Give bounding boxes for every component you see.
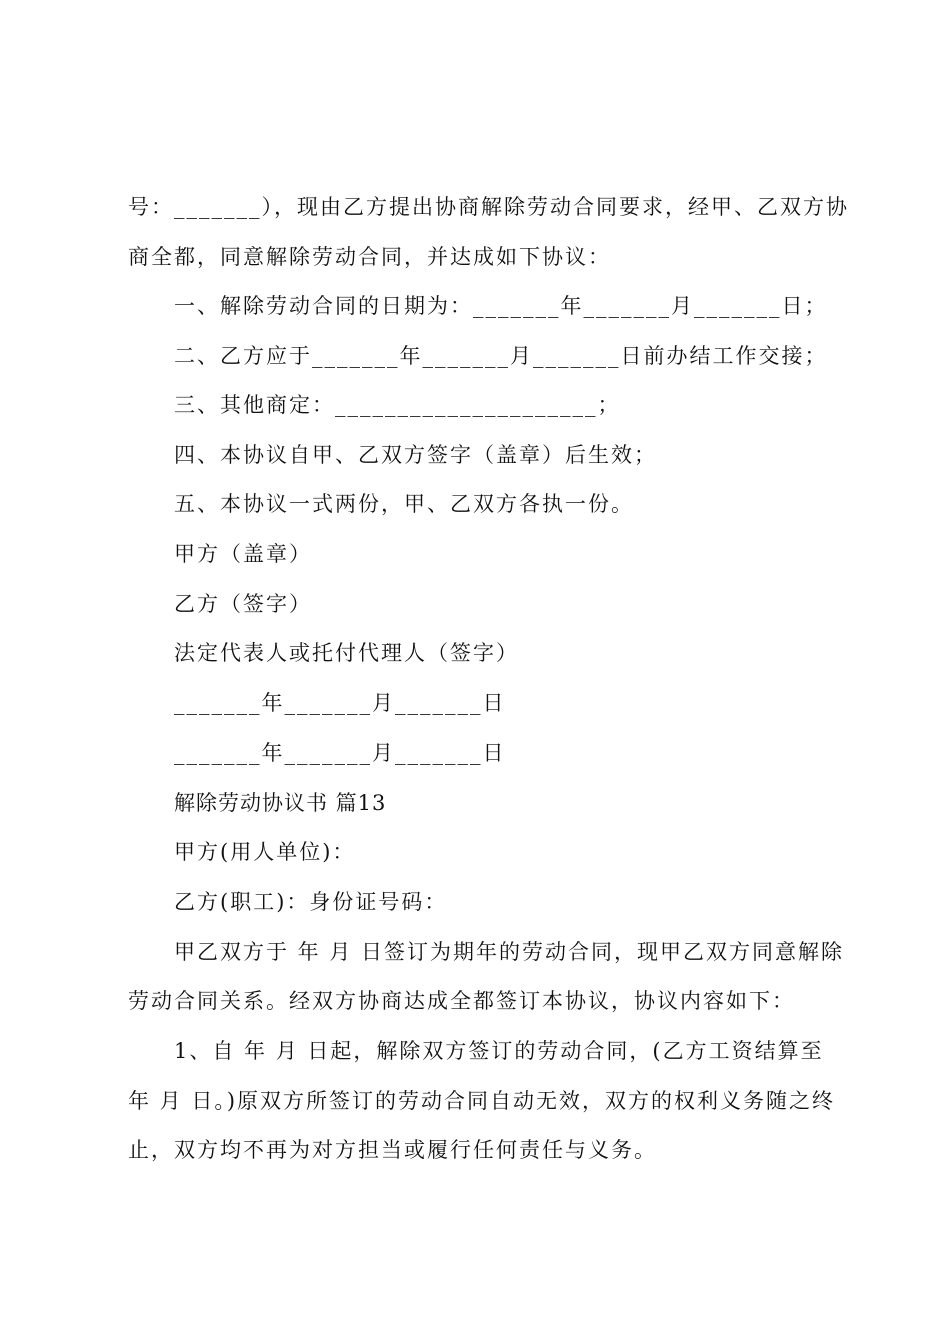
party-a-label: 甲方(用人单位)： xyxy=(174,840,356,864)
party-b-label: 乙方(职工)：身份证号码： xyxy=(174,890,448,914)
paragraph-line: 商全都，同意解除劳动合同，并达成如下协议： xyxy=(128,245,611,269)
clause-effective: 四、本协议自甲、乙双方签字（盖章）后生效； xyxy=(174,443,657,467)
clause-other-terms: 三、其他商定：_____________________； xyxy=(174,393,621,417)
section-heading: 解除劳动协议书 篇13 xyxy=(174,791,387,815)
paragraph-line: 劳动合同关系。经双方协商达成全都签订本协议，协议内容如下： xyxy=(128,989,795,1013)
paragraph-line: 1、自 年 月 日起，解除双方签订的劳动合同，(乙方工资结算至 xyxy=(174,1039,824,1063)
paragraph-line: 止，双方均不再为对方担当或履行任何责任与义务。 xyxy=(128,1138,657,1162)
clause-copies: 五、本协议一式两份，甲、乙双方各执一份。 xyxy=(174,492,634,516)
paragraph-line: 年 月 日。)原双方所签订的劳动合同自动无效，双方的权利义务随之终 xyxy=(128,1089,836,1113)
paragraph-line: 甲乙双方于 年 月 日签订为期年的劳动合同，现甲乙双方同意解除 xyxy=(174,940,845,964)
clause-termination-date: 一、解除劳动合同的日期为：_______年_______月_______日； xyxy=(174,294,828,318)
date-blank-line: _______年_______月_______日 xyxy=(174,741,506,765)
paragraph-line: 号：_______），现由乙方提出协商解除劳动合同要求，经甲、乙双方协 xyxy=(128,195,849,219)
legal-representative-label: 法定代表人或托付代理人（签字） xyxy=(174,641,519,665)
party-b-signature-label: 乙方（签字） xyxy=(174,592,312,616)
party-a-seal-label: 甲方（盖章） xyxy=(174,542,312,566)
date-blank-line: _______年_______月_______日 xyxy=(174,691,506,715)
clause-handover-date: 二、乙方应于_______年_______月_______日前办结工作交接； xyxy=(174,344,828,368)
